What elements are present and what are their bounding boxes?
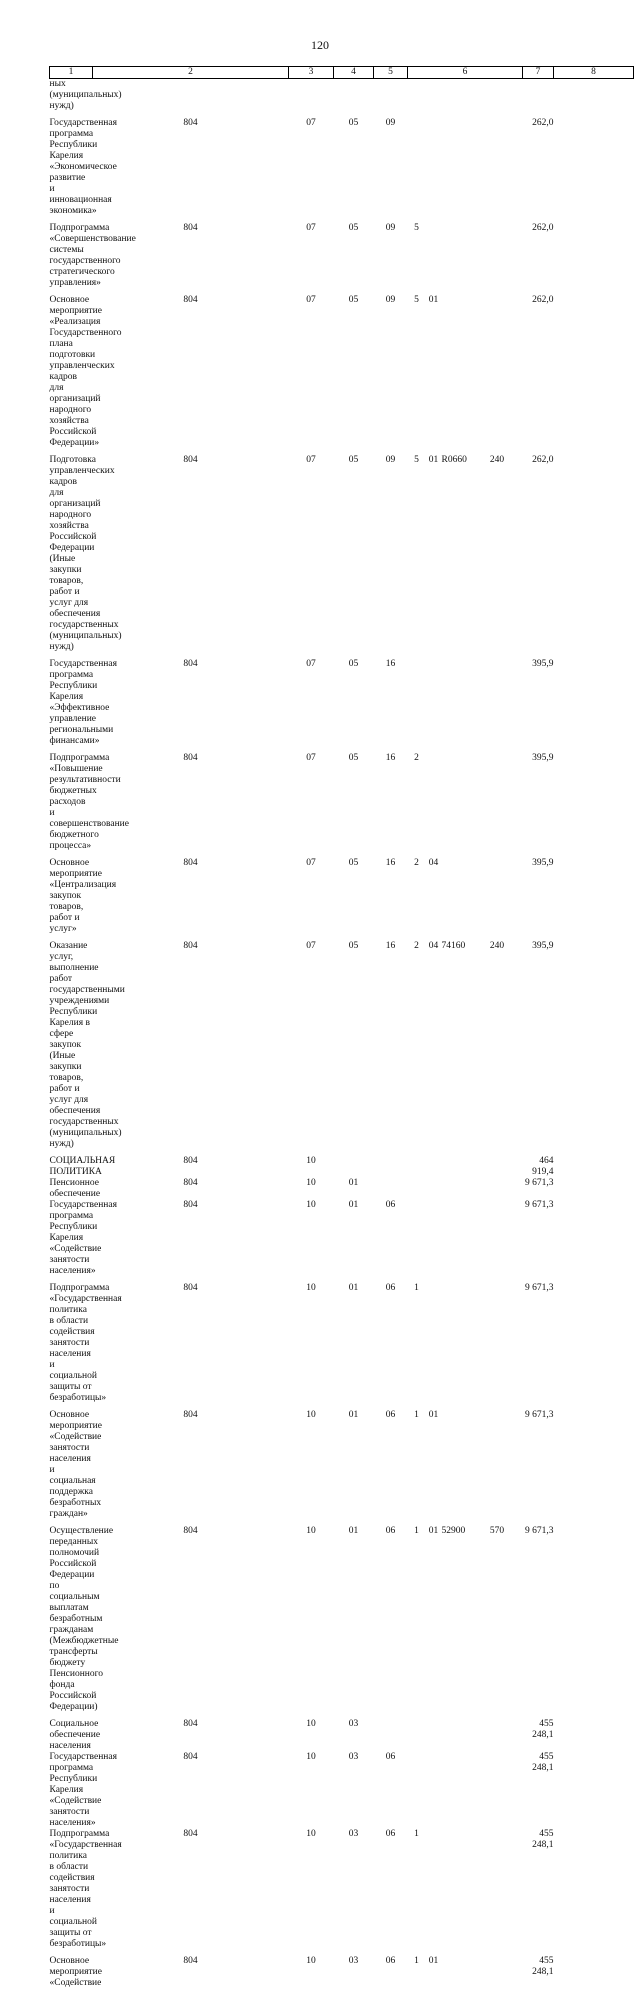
row-col6-program: 06 [374,1200,408,1277]
row-col3: 804 [93,747,289,852]
row-col6-direction [442,112,472,217]
row-col6-subprogram: 5 [408,289,426,449]
row-col8: 455 248,1 [523,1752,554,1829]
row-col6-subprogram [408,79,426,113]
row-col3: 804 [93,1829,289,1950]
row-col8: 262,0 [523,289,554,449]
row-col6-program: 06 [374,1404,408,1520]
table-row [50,449,634,653]
row-col7 [472,79,523,113]
row-col3: 804 [93,935,289,1150]
row-col7: 240 [472,449,523,653]
row-col7 [472,1178,523,1200]
row-col3: 804 [93,112,289,217]
row-col5: 03 [334,1713,374,1752]
row-col7: 570 [472,1520,523,1713]
row-col3: 804 [93,1950,289,1989]
row-col4: 07 [289,112,334,217]
row-col8: 395,9 [523,653,554,747]
row-col7 [472,653,523,747]
row-col6-program: 09 [374,289,408,449]
row-col7 [472,112,523,217]
row-col8: 9 671,3 [523,1178,554,1200]
row-col3: 804 [93,1520,289,1713]
row-col4: 10 [289,1829,334,1950]
row-col6-activity [426,1829,442,1950]
table-row [50,79,634,113]
row-col6-subprogram [408,1150,426,1178]
row-name: Социальное обеспечение населения [50,1713,93,1752]
row-col6-direction: 74160 [442,935,472,1150]
row-col4: 10 [289,1178,334,1200]
row-col6-direction [442,852,472,935]
table-row [50,1178,634,1200]
row-col6-subprogram: 1 [408,1829,426,1950]
row-name: Подготовка управленческих кадров для организаций народного хозяйства Российской Федерации (Иные закупки товаров, работ и услуг для обеспечения государственных (муниципальных) нужд) [50,449,93,653]
row-col5: 05 [334,852,374,935]
row-col5: 01 [334,1520,374,1713]
row-col8: 455 248,1 [523,1829,554,1950]
row-col7 [472,217,523,289]
row-col7 [472,1150,523,1178]
row-col6-activity [426,1713,442,1752]
row-col4: 07 [289,935,334,1150]
row-name: Государственная программа Республики Карелия «Эффективное управление региональными финансами» [50,653,93,747]
table-row [50,1404,634,1520]
row-name: Подпрограмма «Совершенствование системы государственного стратегического управления» [50,217,93,289]
row-col6-direction [442,1178,472,1200]
row-col4: 07 [289,747,334,852]
row-col3: 804 [93,289,289,449]
table-row [50,1829,634,1950]
header-col-8: 8 [554,67,634,79]
row-col7 [472,1950,523,1989]
table-row [50,935,634,1150]
row-col6-activity [426,217,442,289]
row-name: Осуществление переданных полномочий Российской Федерации по социальным выплатам безработным гражданам (Межбюджетные трансферты бюджету Пенсионного фонда Российской Федерации) [50,1520,93,1713]
row-col8: 9 671,3 [523,1277,554,1404]
header-col-4: 4 [334,67,374,79]
row-name: Основное мероприятие «Реализация Государственного плана подготовки управленческих кадров для организаций народного хозяйства Российской Федерации» [50,289,93,449]
row-name: Основное мероприятие «Централизация закупок товаров, работ и услуг» [50,852,93,935]
row-col6-direction: R0660 [442,449,472,653]
row-col8: 9 671,3 [523,1404,554,1520]
table-header-row [50,67,634,79]
row-col6-subprogram [408,1178,426,1200]
table-row [50,289,634,449]
row-col5: 05 [334,217,374,289]
row-col5: 05 [334,112,374,217]
row-name: Государственная программа Республики Карелия «Содействие занятости населения» [50,1200,93,1277]
row-col6-subprogram [408,653,426,747]
row-col6-activity [426,1752,442,1829]
row-col6-direction [442,1752,472,1829]
row-name: Основное мероприятие «Содействие [50,1950,93,1989]
row-col4: 10 [289,1277,334,1404]
table-row [50,1200,634,1277]
row-col5: 05 [334,289,374,449]
row-col4: 10 [289,1150,334,1178]
row-col6-activity: 04 [426,852,442,935]
row-col6-direction [442,1950,472,1989]
table-row [50,1752,634,1829]
header-col-7: 7 [523,67,554,79]
row-col3: 804 [93,1277,289,1404]
row-col4: 07 [289,449,334,653]
table-row [50,1950,634,1989]
row-col4: 10 [289,1752,334,1829]
header-col-3: 3 [289,67,334,79]
row-col3: 804 [93,1713,289,1752]
row-col6-activity [426,1178,442,1200]
row-col3: 804 [93,852,289,935]
row-col6-direction: 52900 [442,1520,472,1713]
row-col6-subprogram: 1 [408,1950,426,1989]
row-col7 [472,747,523,852]
row-col6-program [374,1178,408,1200]
row-col6-program: 06 [374,1829,408,1950]
row-col3: 804 [93,653,289,747]
row-col7 [472,1752,523,1829]
table-row [50,112,634,217]
row-name: Основное мероприятие «Содействие занятости населения и социальная поддержка безработных граждан» [50,1404,93,1520]
row-col5: 01 [334,1200,374,1277]
row-col4: 10 [289,1200,334,1277]
row-col5: 03 [334,1950,374,1989]
table-row [50,653,634,747]
table-row [50,747,634,852]
table-row [50,217,634,289]
row-col8 [523,79,554,113]
row-col8: 464 919,4 [523,1150,554,1178]
row-col3: 804 [93,217,289,289]
row-name: ных (муниципальных) нужд) [50,79,93,113]
header-col-2: 2 [93,67,289,79]
row-col6-program: 16 [374,852,408,935]
row-col6-program: 09 [374,449,408,653]
row-col7 [472,1200,523,1277]
row-col6-activity [426,747,442,852]
row-col7 [472,1404,523,1520]
row-col6-program: 06 [374,1277,408,1404]
row-col6-program: 09 [374,112,408,217]
row-col6-subprogram: 2 [408,852,426,935]
row-col6-direction [442,653,472,747]
row-col6-subprogram: 2 [408,747,426,852]
row-col4: 07 [289,852,334,935]
row-col6-direction [442,1829,472,1950]
table-row [50,852,634,935]
row-col8: 262,0 [523,217,554,289]
row-col6-subprogram [408,112,426,217]
row-col6-direction [442,1200,472,1277]
row-col5: 05 [334,935,374,1150]
row-col6-direction [442,217,472,289]
row-col4: 07 [289,653,334,747]
row-col6-direction [442,1150,472,1178]
row-col8: 455 248,1 [523,1713,554,1752]
row-col4: 10 [289,1950,334,1989]
row-col7 [472,289,523,449]
row-col8: 395,9 [523,852,554,935]
row-name: Подпрограмма «Государственная политика в области содействия занятости населения и социальной защиты от безработицы» [50,1829,93,1950]
row-col6-direction [442,1713,472,1752]
row-col6-subprogram: 1 [408,1520,426,1713]
row-col4 [289,79,334,113]
row-name: Подпрограмма «Государственная политика в области содействия занятости населения и социальной защиты от безработицы» [50,1277,93,1404]
row-col8: 9 671,3 [523,1520,554,1713]
row-col6-activity [426,1150,442,1178]
row-col4: 07 [289,289,334,449]
row-name: Оказание услуг, выполнение работ государственными учреждениями Республики Карелия в сфере закупок (Иные закупки товаров, работ и услуг для обеспечения государственных (муниципальных) нужд) [50,935,93,1150]
row-name: Пенсионное обеспечение [50,1178,93,1200]
row-col5: 01 [334,1178,374,1200]
row-col6-activity: 01 [426,1950,442,1989]
row-col6-subprogram: 2 [408,935,426,1150]
row-col6-program: 06 [374,1752,408,1829]
budget-table [49,66,634,1989]
row-col7 [472,1277,523,1404]
row-col7: 240 [472,935,523,1150]
row-col6-direction [442,1277,472,1404]
row-col6-subprogram [408,1752,426,1829]
row-col5: 03 [334,1829,374,1950]
row-col8: 9 671,3 [523,1200,554,1277]
row-col6-subprogram [408,1200,426,1277]
row-col6-activity [426,1200,442,1277]
row-col6-activity: 01 [426,1520,442,1713]
row-col6-subprogram: 5 [408,449,426,653]
row-col6-activity [426,1277,442,1404]
row-col7 [472,1829,523,1950]
row-name: Государственная программа Республики Карелия «Содействие занятости населения» [50,1752,93,1829]
header-col-6: 6 [408,67,523,79]
row-col7 [472,1713,523,1752]
row-col3: 804 [93,1752,289,1829]
row-col3: 804 [93,1200,289,1277]
row-col6-activity: 01 [426,289,442,449]
row-col6-subprogram: 5 [408,217,426,289]
row-col6-activity [426,112,442,217]
row-col8: 455 248,1 [523,1950,554,1989]
row-col6-subprogram: 1 [408,1277,426,1404]
row-name: Подпрограмма «Повышение результативности бюджетных расходов и совершенствование бюджетного процесса» [50,747,93,852]
row-col5: 05 [334,747,374,852]
row-col5 [334,79,374,113]
table-row [50,1520,634,1713]
table-row [50,1277,634,1404]
row-name: СОЦИАЛЬНАЯ ПОЛИТИКА [50,1150,93,1178]
row-col6-program [374,1713,408,1752]
row-col5: 01 [334,1277,374,1404]
row-col6-activity [426,79,442,113]
row-col3: 804 [93,1150,289,1178]
row-col4: 07 [289,217,334,289]
row-col6-activity: 01 [426,1404,442,1520]
row-col3: 804 [93,449,289,653]
row-col6-activity: 04 [426,935,442,1150]
header-col-5: 5 [374,67,408,79]
row-col7 [472,852,523,935]
row-col4: 10 [289,1713,334,1752]
row-col6-program [374,1150,408,1178]
row-col6-direction [442,747,472,852]
row-col6-direction [442,289,472,449]
row-col5: 05 [334,653,374,747]
row-col6-program: 16 [374,653,408,747]
header-col-1: 1 [50,67,93,79]
row-col5 [334,1150,374,1178]
table-row [50,1150,634,1178]
row-col4: 10 [289,1520,334,1713]
page-number: 120 [0,38,640,53]
row-col6-program [374,79,408,113]
row-col6-direction [442,1404,472,1520]
row-name: Государственная программа Республики Карелия «Экономическое развитие и инновационная экономика» [50,112,93,217]
row-col8: 262,0 [523,449,554,653]
row-col6-activity: 01 [426,449,442,653]
table-body [50,79,634,1989]
row-col8: 395,9 [523,935,554,1150]
row-col4: 10 [289,1404,334,1520]
row-col8: 262,0 [523,112,554,217]
row-col5: 01 [334,1404,374,1520]
table-row [50,1713,634,1752]
row-col8: 395,9 [523,747,554,852]
row-col3: 804 [93,1178,289,1200]
row-col5: 03 [334,1752,374,1829]
row-col6-activity [426,653,442,747]
row-col6-program: 06 [374,1520,408,1713]
row-col6-program: 16 [374,935,408,1150]
row-col6-subprogram [408,1713,426,1752]
row-col6-subprogram: 1 [408,1404,426,1520]
row-col6-direction [442,79,472,113]
row-col3: 804 [93,1404,289,1520]
row-col6-program: 09 [374,217,408,289]
row-col6-program: 06 [374,1950,408,1989]
row-col6-program: 16 [374,747,408,852]
row-col5: 05 [334,449,374,653]
